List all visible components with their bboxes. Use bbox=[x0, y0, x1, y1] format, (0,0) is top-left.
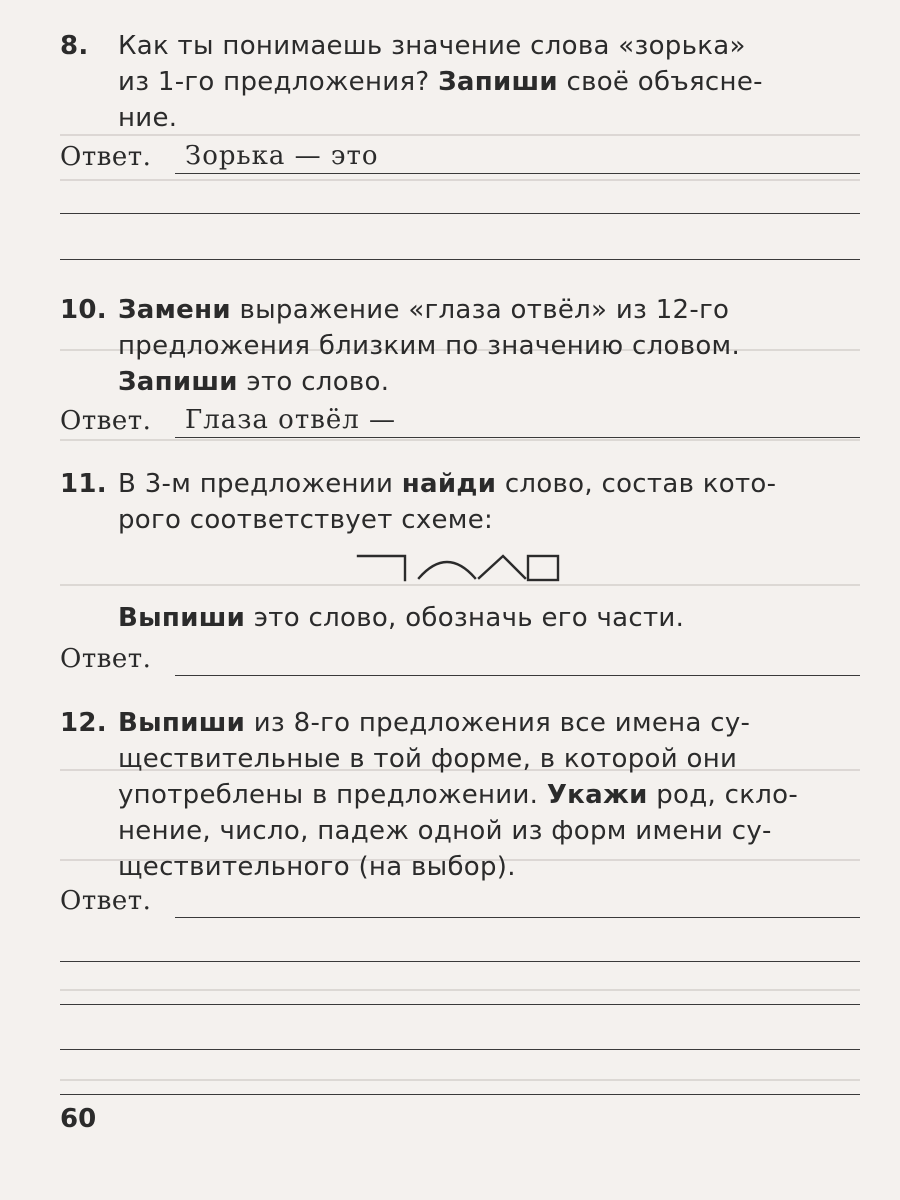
task-8-answer[interactable] bbox=[60, 138, 860, 174]
answer-label: Ответ. bbox=[60, 644, 152, 674]
task-11-instruction bbox=[60, 600, 860, 636]
task-10-answer[interactable] bbox=[60, 402, 860, 438]
task-10-answer-prefix: Глаза отвёл — bbox=[185, 405, 397, 435]
task-8-line-3: ние. bbox=[118, 103, 178, 133]
task-12-answer-line-5[interactable] bbox=[60, 1094, 860, 1095]
task-10-answer-line[interactable] bbox=[175, 407, 860, 438]
task-8-answer-prefix: Зорька — это bbox=[185, 141, 379, 171]
task-8-answer-line-3[interactable] bbox=[60, 259, 860, 260]
task-12-answer-line-3[interactable] bbox=[60, 1004, 860, 1005]
task-8-number: 8. bbox=[60, 31, 89, 61]
task-10-line-1: Замени выражение «глаза отвёл» из 12-го bbox=[118, 295, 730, 325]
task-12 bbox=[60, 705, 860, 885]
task-8 bbox=[60, 28, 860, 136]
task-8-line-1: Как ты понимаешь значение слова «зорька» bbox=[118, 31, 746, 61]
task-10 bbox=[60, 292, 860, 400]
task-12-answer[interactable] bbox=[60, 882, 860, 918]
task-10-number: 10. bbox=[60, 295, 107, 325]
task-12-line-4: нение, число, падеж одной из форм имени су- bbox=[118, 816, 772, 846]
task-8-line-2: из 1-го предложения? Запиши своё объясне- bbox=[118, 67, 763, 97]
task-8-answer-line[interactable] bbox=[175, 143, 860, 174]
task-11-line-2: рого соответствует схеме: bbox=[118, 505, 494, 535]
task-12-line-2: ществительные в той форме, в которой они bbox=[118, 744, 738, 774]
suffix-mark bbox=[479, 556, 525, 578]
task-11-number: 11. bbox=[60, 469, 107, 499]
task-12-answer-line-2[interactable] bbox=[60, 961, 860, 962]
ending-mark bbox=[528, 556, 558, 580]
root-mark bbox=[419, 562, 475, 578]
page-number: 60 bbox=[60, 1104, 97, 1134]
task-12-line-3: употреблены в предложении. Укажи род, скло- bbox=[118, 780, 799, 810]
task-11-line-1: В 3-м предложении найди слово, состав кото- bbox=[118, 469, 777, 499]
prefix-mark bbox=[358, 556, 405, 580]
word-structure-scheme bbox=[355, 548, 565, 588]
answer-label: Ответ. bbox=[60, 886, 152, 916]
task-11 bbox=[60, 466, 860, 538]
task-8-answer-line-2[interactable] bbox=[60, 213, 860, 214]
task-11-answer[interactable] bbox=[60, 640, 860, 676]
task-10-line-3: Запиши это слово. bbox=[118, 367, 390, 397]
task-12-line-1: Выпиши из 8-го предложения все имена су- bbox=[118, 708, 751, 738]
task-10-line-2: предложения близким по значению словом. bbox=[118, 331, 741, 361]
answer-label: Ответ. bbox=[60, 142, 152, 172]
task-12-answer-line-4[interactable] bbox=[60, 1049, 860, 1050]
task-12-line-5: ществительного (на выбор). bbox=[118, 852, 516, 882]
task-11-line-3: Выпиши это слово, обозначь его части. bbox=[118, 603, 685, 633]
task-12-number: 12. bbox=[60, 708, 107, 738]
task-12-answer-line[interactable] bbox=[175, 887, 860, 918]
answer-label: Ответ. bbox=[60, 406, 152, 436]
task-11-answer-line[interactable] bbox=[175, 645, 860, 676]
